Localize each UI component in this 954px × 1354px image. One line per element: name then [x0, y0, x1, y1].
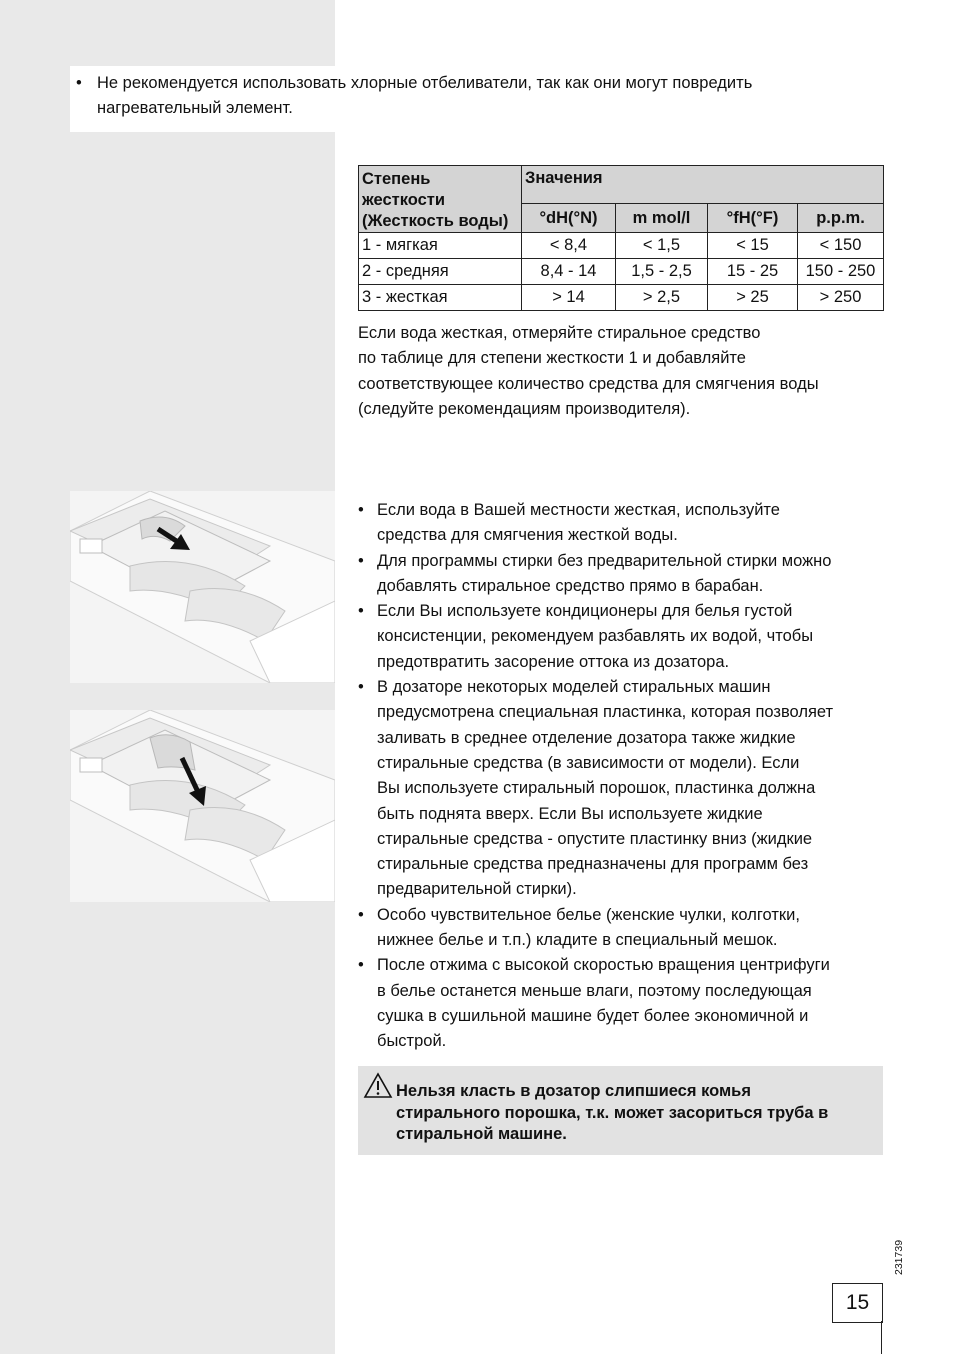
- table-cell: 1,5 - 2,5: [616, 259, 708, 285]
- document-code: 231739: [893, 1239, 905, 1275]
- list-item: • Если вода в Вашей местности жесткая, используйте средства для смягчения жесткой воды.: [358, 501, 780, 545]
- warning-box: [358, 1066, 883, 1155]
- table-row: [359, 233, 884, 259]
- page-number: 15: [832, 1283, 883, 1323]
- tips-list: [358, 498, 883, 1055]
- table-row: [359, 285, 884, 311]
- table-cell: > 14: [522, 285, 616, 311]
- table-cell: > 25: [708, 285, 798, 311]
- list-item: • После отжима с высокой скоростью вращения центрифуги в белье останется меньше влаги, поэтому последующая сушка в сушильной машине будет более экономичной и быстрой.: [358, 956, 830, 1051]
- hard-water-paragraph: Если вода жесткая, отмеряйте стиральное средство по таблице для степени жесткости 1 и добавляйте соответствующее количество средства для смягчения воды (следуйте рекомендациям производителя).: [358, 324, 819, 418]
- table-cell: 150 - 250: [798, 259, 884, 285]
- unit-header: °dH(°N): [522, 204, 616, 233]
- list-item: • Для программы стирки без предварительной стирки можно добавлять стиральное средство прямо в барабан.: [358, 551, 832, 595]
- table-cell: 8,4 - 14: [522, 259, 616, 285]
- bullet-mark: •: [76, 74, 82, 92]
- values-header: Значения: [522, 166, 884, 204]
- table-cell: < 8,4: [522, 233, 616, 259]
- top-note-line: Не рекомендуется использовать хлорные отбеливатели, так как они могут повредить: [97, 74, 753, 92]
- table-cell: 3 - жесткая: [359, 285, 522, 311]
- top-note: [76, 71, 856, 121]
- table-cell: < 15: [708, 233, 798, 259]
- table-cell: > 2,5: [616, 285, 708, 311]
- unit-header: m mol/l: [616, 204, 708, 233]
- table-cell: 2 - средняя: [359, 259, 522, 285]
- top-note-line: нагревательный элемент.: [97, 99, 293, 117]
- list-item: • В дозаторе некоторых моделей стиральных машин предусмотрена специальная пластинка, которая позволяет заливать в среднее отделение дозатора также жидкие стиральные средства (в зависимости от модели). Если Вы используете стиральный порошок, пластинка должна быть поднята вверх. Если Вы используете жидкие стиральные средства - опустите пластинку вниз (жидкие стиральные средства предназначены для программ без предварительной стирки).: [358, 678, 834, 899]
- table-cell: < 150: [798, 233, 884, 259]
- warning-text: Нельзя класть в дозатор слипшиеся комья стирального порошка, т.к. может засориться труба в стиральной машине.: [396, 1082, 829, 1143]
- page-number-tick: [881, 1321, 882, 1354]
- table-cell: > 250: [798, 285, 884, 311]
- unit-header: °fH(°F): [708, 204, 798, 233]
- hardness-column-header: Степень жесткости (Жесткость воды): [359, 166, 522, 233]
- water-hardness-table: [358, 165, 884, 311]
- drawer-illustration-flap-up: [70, 491, 335, 683]
- table-row: [359, 259, 884, 285]
- table-cell: 1 - мягкая: [359, 233, 522, 259]
- table-cell: < 1,5: [616, 233, 708, 259]
- drawer-illustration-flap-down: [70, 710, 335, 902]
- list-item: • Особо чувствительное белье (женские чулки, колготки, нижнее белье и т.п.) кладите в специальный мешок.: [358, 905, 800, 950]
- table-cell: 15 - 25: [708, 259, 798, 285]
- warning-icon: [363, 1072, 393, 1104]
- unit-header: p.p.m.: [798, 204, 884, 233]
- list-item: • Если Вы используете кондиционеры для белья густой консистенции, рекомендуем разбавлять их водой, чтобы предотвратить засорение оттока из дозатора.: [358, 602, 814, 671]
